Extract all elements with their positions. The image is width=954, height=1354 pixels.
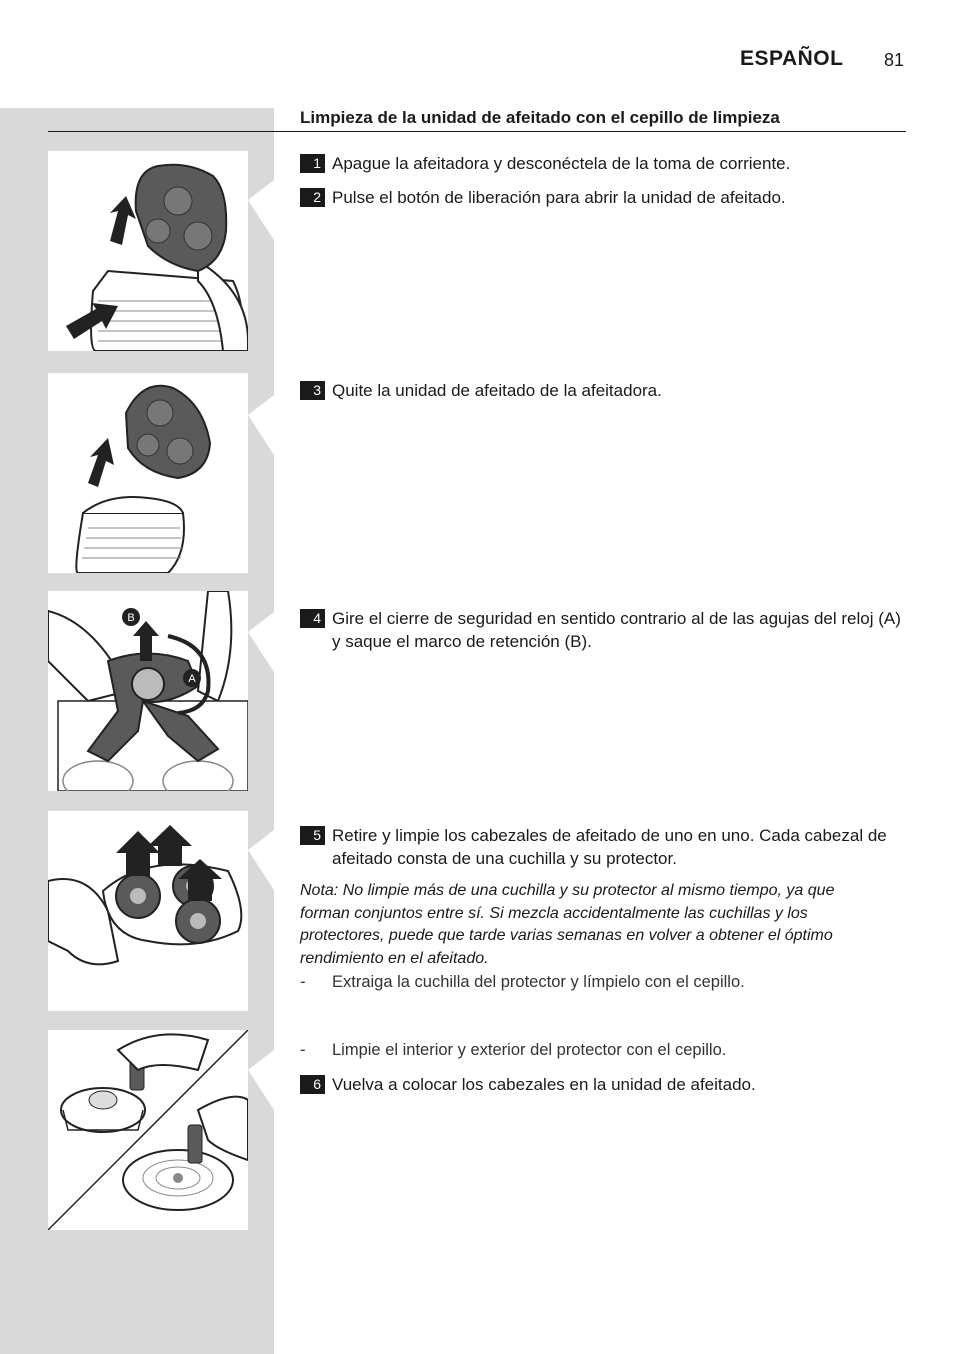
shaver-body — [76, 513, 184, 573]
step-number: 6 — [300, 1075, 325, 1094]
step-number: 2 — [300, 188, 325, 207]
step-text: Retire y limpie los cabezales de afeitado de uno en uno. Cada cabezal de afeitado consta de una cuchilla y su protector. — [332, 826, 887, 868]
hand-upper — [118, 1034, 208, 1070]
step-number: 1 — [300, 154, 325, 173]
label-a: A — [188, 673, 196, 685]
figure-shaving-heads — [48, 811, 248, 1011]
shaving-unit — [126, 386, 210, 478]
step-number: 3 — [300, 381, 325, 400]
figure-pointer — [248, 180, 274, 240]
up-arrow-icon — [88, 438, 114, 487]
bullet-dash: - — [300, 973, 306, 991]
step-number: 4 — [300, 609, 325, 628]
step-text: Pulse el botón de liberación para abrir la unidad de afeitado. — [332, 188, 786, 207]
bullet-item — [300, 1039, 906, 1062]
step-5 — [300, 824, 906, 870]
section-title: Limpieza de la unidad de afeitado con el cepillo de limpieza — [300, 108, 780, 127]
page-number: 81 — [884, 50, 905, 70]
lock-knob — [132, 668, 164, 700]
label-b: B — [127, 612, 135, 624]
shaving-unit-lid — [136, 165, 227, 271]
language-label: ESPAÑOL — [740, 47, 844, 70]
brush-handle — [188, 1125, 202, 1163]
bullet-text: Extraiga la cuchilla del protector y límpielo con el cepillo. — [332, 973, 745, 991]
note: Nota: No limpie más de una cuchilla y su protector al mismo tiempo, ya que forman conjuntos entre sí. Si mezcla accidentalmente las cuchillas y los protectores, puede que tarde varias semanas en volver a obtener el óptimo rendimiento en el afeitado. — [300, 882, 835, 967]
bullet-text: Limpie el interior y exterior del protector con el cepillo. — [332, 1041, 727, 1059]
bullet-item — [300, 971, 906, 994]
bullet-dash: - — [300, 1041, 306, 1059]
title-rule — [48, 131, 906, 132]
figure-pointer — [248, 612, 274, 672]
step-text: Vuelva a colocar los cabezales en la unidad de afeitado. — [332, 1075, 756, 1094]
step-4 — [300, 607, 906, 653]
hand-lower — [198, 1097, 248, 1160]
figure-pointer — [248, 395, 274, 455]
figure-brush-cleaning — [48, 1030, 248, 1230]
step-3 — [300, 379, 906, 402]
step-number: 5 — [300, 826, 325, 845]
step-6 — [300, 1073, 906, 1096]
up-arrow-icon — [148, 825, 192, 866]
figure-remove-shaving-unit — [48, 373, 248, 573]
figure-pointer — [248, 1050, 274, 1110]
step-text: Quite la unidad de afeitado de la afeitadora. — [332, 381, 662, 400]
step-text: Gire el cierre de seguridad en sentido contrario al de las agujas del reloj (A) y saque el marco de retención (B). — [332, 609, 901, 651]
step-1 — [300, 152, 906, 175]
up-arrow-icon — [110, 196, 136, 245]
figure-pointer — [248, 830, 274, 890]
hand-right — [198, 591, 231, 701]
step-2 — [300, 186, 906, 209]
figure-open-shaving-unit — [48, 151, 248, 351]
figure-retaining-frame — [48, 591, 248, 791]
step-text: Apague la afeitadora y desconéctela de la toma de corriente. — [332, 154, 791, 173]
